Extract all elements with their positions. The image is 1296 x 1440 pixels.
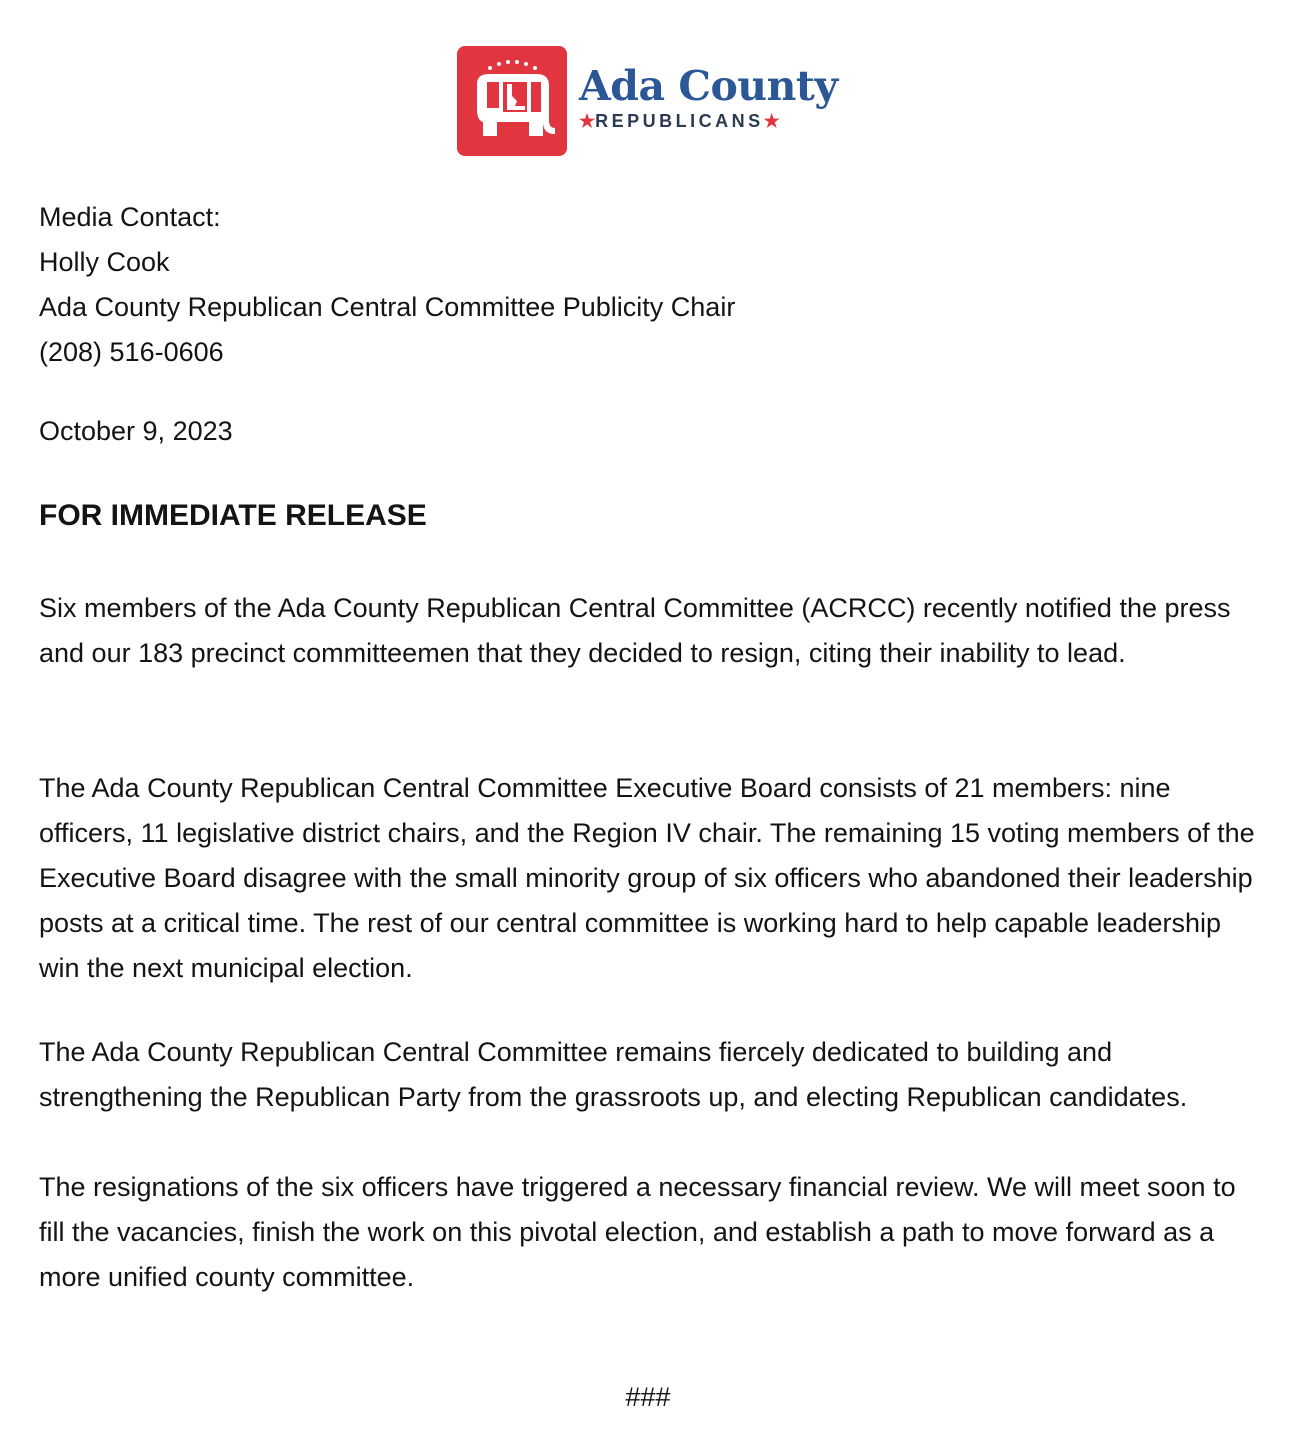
body-paragraph: The Ada County Republican Central Committee Executive Board consists of 21 members: nine officers, 11 legislative district chairs, and the Region IV chair. The remaining 15 voting members of the Executive Board disagree with the small minority group of six officers who abandoned their leadership posts at a critical time. The rest of our central committee is working hard to help capable leadership win the next municipal election. bbox=[39, 773, 1255, 983]
media-contact-heading: Media Contact: bbox=[39, 202, 221, 232]
body-paragraph: The Ada County Republican Central Committee remains fiercely dedicated to building and strengthening the Republican Party from the grassroots up, and electing Republican candidates. bbox=[39, 1037, 1188, 1112]
logo-subtitle bbox=[579, 109, 838, 133]
logo-name: Ada County bbox=[579, 62, 838, 110]
media-contact-phone: (208) 516-0606 bbox=[39, 337, 224, 367]
star-icon: ★ bbox=[763, 111, 780, 131]
elephant-idaho-logo-icon bbox=[457, 46, 567, 156]
ada-county-republicans-logo bbox=[457, 46, 838, 156]
media-contact-title: Ada County Republican Central Committee Publicity Chair bbox=[39, 292, 736, 322]
body-paragraph: The resignations of the six officers have triggered a necessary financial review. We will meet soon to fill the vacancies, finish the work on this pivotal election, and establish a path to move forward as a more unified county committee. bbox=[39, 1172, 1236, 1292]
media-contact-block bbox=[39, 195, 735, 375]
end-mark: ### bbox=[625, 1382, 671, 1412]
star-icon: ★ bbox=[579, 111, 596, 131]
release-label: FOR IMMEDIATE RELEASE bbox=[39, 499, 427, 532]
release-date: October 9, 2023 bbox=[39, 416, 233, 446]
logo-subtitle-text: REPUBLICANS bbox=[595, 111, 764, 131]
media-contact-name: Holly Cook bbox=[39, 247, 170, 277]
body-paragraph: Six members of the Ada County Republican Central Committee (ACRCC) recently notified the press and our 183 precinct committeemen that they decided to resign, citing their inability to lead. bbox=[39, 593, 1231, 668]
logo-wordmark bbox=[579, 63, 838, 133]
